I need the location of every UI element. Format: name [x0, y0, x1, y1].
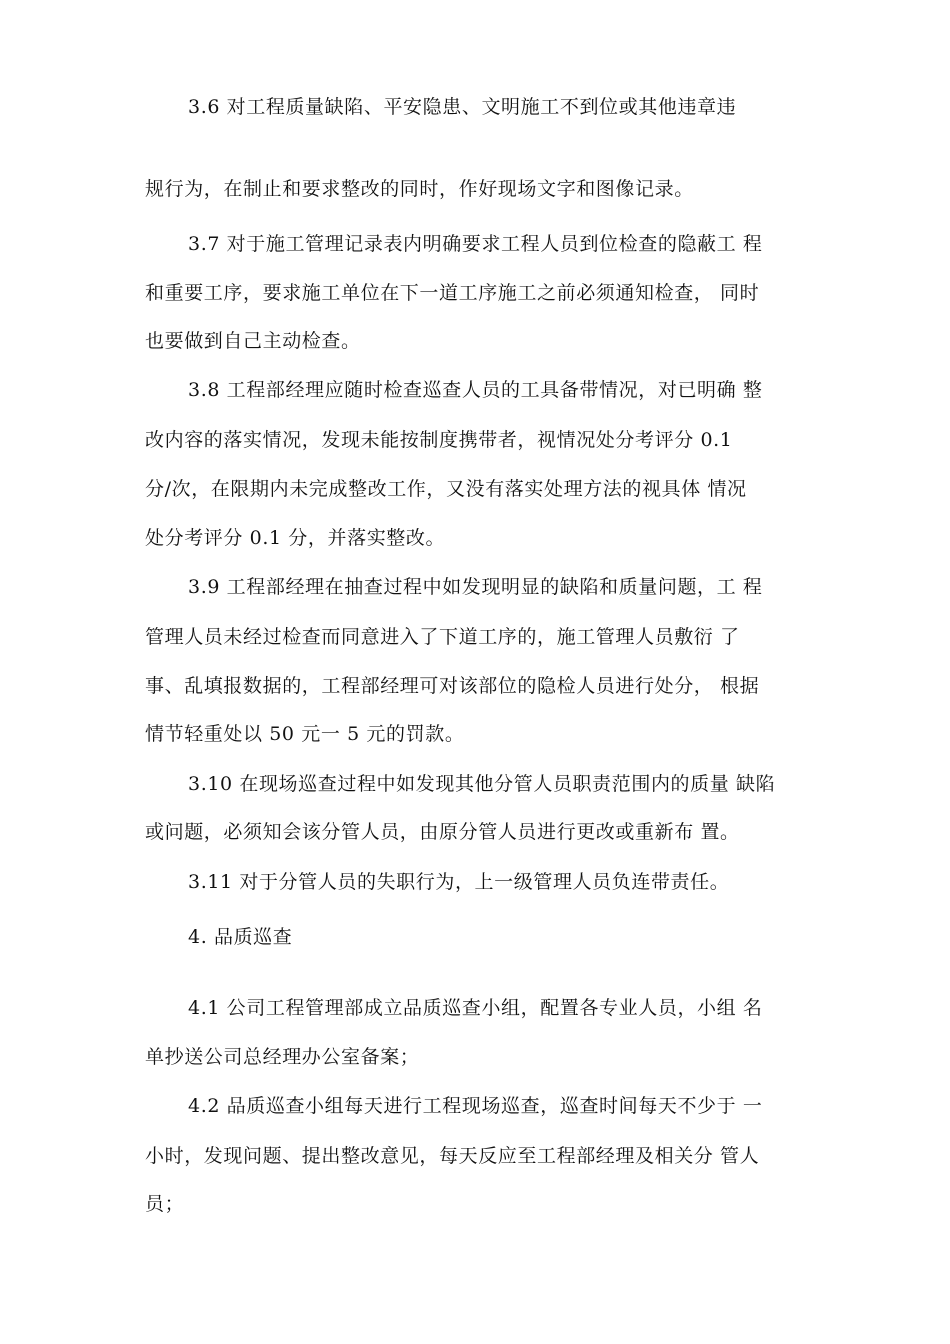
paragraph-3-8-line-1: 3.8 工程部经理应随时检查巡查人员的工具备带情况，对已明确 整	[188, 379, 763, 401]
paragraph-3-8-line-3: 分/次，在限期内未完成整改工作，又没有落实处理方法的视具体 情况	[145, 478, 747, 500]
paragraph-3-7-line-2: 和重要工序，要求施工单位在下一道工序施工之前必须通知检查， 同时	[145, 282, 760, 304]
paragraph-4-2-line-2: 小时，发现问题、提出整改意见，每天反应至工程部经理及相关分 管人	[145, 1145, 760, 1167]
paragraph-3-7-line-1: 3.7 对于施工管理记录表内明确要求工程人员到位检查的隐蔽工 程	[188, 233, 763, 255]
paragraph-4-1-line-2: 单抄送公司总经理办公室备案；	[145, 1046, 420, 1068]
paragraph-4-2-line-1: 4.2 品质巡查小组每天进行工程现场巡查，巡查时间每天不少于 一	[188, 1095, 763, 1117]
paragraph-3-8-line-4: 处分考评分 0.1 分，并落实整改。	[145, 527, 446, 549]
paragraph-3-6-line-1: 3.6 对工程质量缺陷、平安隐患、文明施工不到位或其他违章违	[188, 96, 737, 118]
paragraph-3-6-line-2: 规行为，在制止和要求整改的同时，作好现场文字和图像记录。	[145, 178, 694, 200]
paragraph-3-9-line-1: 3.9 工程部经理在抽查过程中如发现明显的缺陷和质量问题，工 程	[188, 576, 763, 598]
paragraph-3-10-line-2: 或问题，必须知会该分管人员，由原分管人员进行更改或重新布 置。	[145, 821, 740, 843]
paragraph-3-8-line-2: 改内容的落实情况，发现未能按制度携带者，视情况处分考评分 0.1	[145, 429, 733, 451]
paragraph-3-9-line-2: 管理人员未经过检查而同意进入了下道工序的，施工管理人员敷衍 了	[145, 626, 740, 648]
paragraph-4-2-line-3: 员；	[145, 1193, 185, 1215]
paragraph-3-11: 3.11 对于分管人员的失职行为，上一级管理人员负连带责任。	[188, 871, 730, 893]
paragraph-3-10-line-1: 3.10 在现场巡查过程中如发现其他分管人员职责范围内的质量 缺陷	[188, 773, 776, 795]
paragraph-3-7-line-3: 也要做到自己主动检查。	[145, 330, 361, 352]
section-heading-4: 4. 品质巡查	[188, 926, 293, 948]
paragraph-4-1-line-1: 4.1 公司工程管理部成立品质巡查小组，配置各专业人员，小组 名	[188, 997, 763, 1019]
paragraph-3-9-line-4: 情节轻重处以 50 元一 5 元的罚款。	[145, 723, 465, 745]
paragraph-3-9-line-3: 事、乱填报数据的，工程部经理可对该部位的隐检人员进行处分， 根据	[145, 675, 760, 697]
